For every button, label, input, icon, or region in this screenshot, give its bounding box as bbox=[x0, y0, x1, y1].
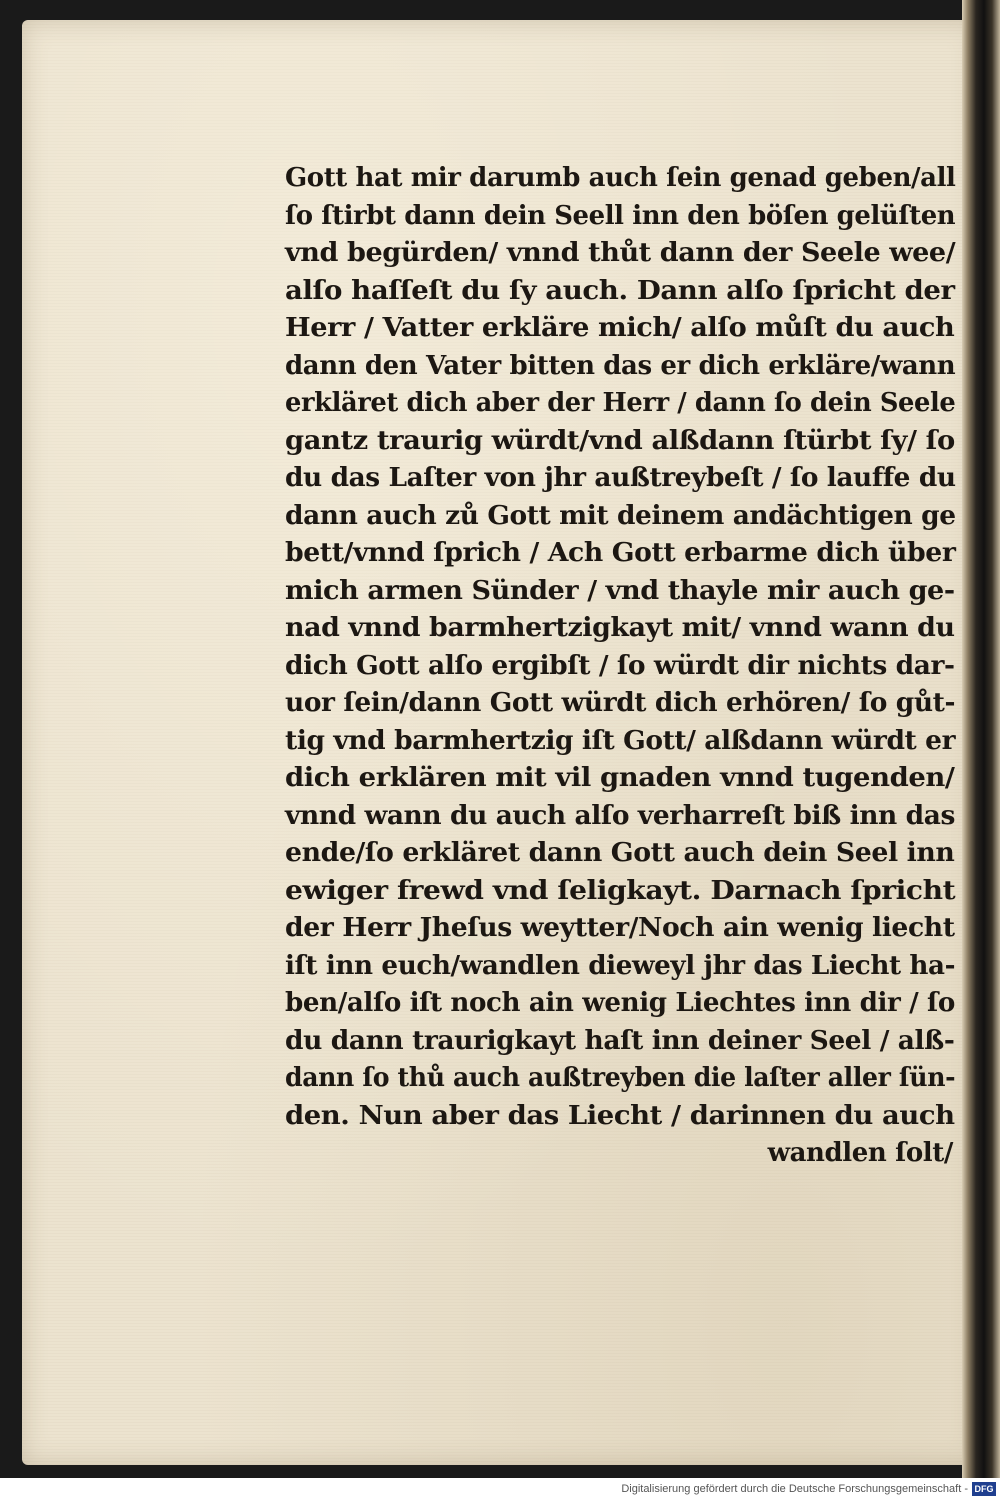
page-text-block bbox=[285, 160, 955, 1173]
text-line: nad vnnd barmhertzigkayt mit/ vnnd wann du bbox=[285, 613, 955, 643]
funding-credit: Digitalisierung gefördert durch die Deutsche Forschungsgemeinschaft - bbox=[621, 1483, 968, 1495]
text-line: vnd begürden/ vnnd thůt dann der Seele wee/ bbox=[285, 238, 956, 268]
text-line: erkläret dich aber der Herr / dann ſo dein Seele bbox=[285, 388, 956, 418]
text-line: ende/ſo erkläret dann Gott auch dein Seel inn bbox=[285, 838, 955, 868]
text-line: alſo haſſeſt du ſy auch. Dann alſo ſpricht der bbox=[285, 275, 955, 306]
text-line: der Herr Jheſus weytter/Noch ain wenig liecht bbox=[285, 913, 955, 943]
text-line: vnnd wann du auch alſo verharreſt biß inn das bbox=[285, 800, 955, 831]
text-line: dich Gott alſo ergibſt / ſo würdt dir nichts dar- bbox=[285, 650, 955, 681]
text-line: dann auch zů Gott mit deinem andächtigen ge bbox=[285, 500, 956, 531]
text-line: tig vnd barmhertzig iſt Gott/ alßdann würdt er bbox=[285, 725, 956, 756]
text-line: ben/alſo iſt noch ain wenig Liechtes inn dir / ſo bbox=[285, 988, 955, 1018]
text-line: iſt inn euch/wandlen dieweyl jhr das Liecht ha- bbox=[285, 950, 956, 981]
text-line: du das Laſter von jhr außtreybeſt / ſo lauffe du bbox=[285, 463, 956, 493]
text-line: dich erklären mit vil gnaden vnnd tugenden/ bbox=[285, 763, 955, 793]
text-line: bett/vnnd ſprich / Ach Gott erbarme dich über bbox=[285, 538, 956, 568]
text-line: uor ſein/dann Gott würdt dich erhören/ ſo gůt- bbox=[285, 688, 956, 718]
dfg-logo: DFG bbox=[972, 1482, 996, 1496]
text-line: gantz traurig würdt/vnd alßdann ſtürbt ſy/ ſo bbox=[285, 425, 955, 456]
footer-bar bbox=[0, 1478, 1000, 1502]
text-line: Herr / Vatter erkläre mich/ alſo můſt du auch bbox=[285, 313, 955, 343]
text-line: du dann traurigkayt haſt inn deiner Seel / alß- bbox=[285, 1025, 955, 1056]
text-line: Gott hat mir darumb auch ſein genad geben/all bbox=[285, 163, 956, 193]
text-line: den. Nun aber das Liecht / darinnen du auch bbox=[285, 1100, 955, 1131]
text-line: dann den Vater bitten das er dich erkläre/wann bbox=[285, 350, 956, 381]
text-line: mich armen Sünder / vnd thayle mir auch ge- bbox=[285, 575, 955, 606]
catchword: wandlen ſolt/ bbox=[767, 1138, 953, 1168]
book-gutter-edge bbox=[962, 0, 1000, 1478]
text-line: dann ſo thů auch außtreyben die laſter aller ſün- bbox=[285, 1063, 956, 1093]
text-line: ewiger frewd vnd ſeligkayt. Darnach ſpricht bbox=[285, 875, 956, 906]
text-line: ſo ſtirbt dann dein Seell inn den böſen gelüſten bbox=[285, 200, 956, 231]
